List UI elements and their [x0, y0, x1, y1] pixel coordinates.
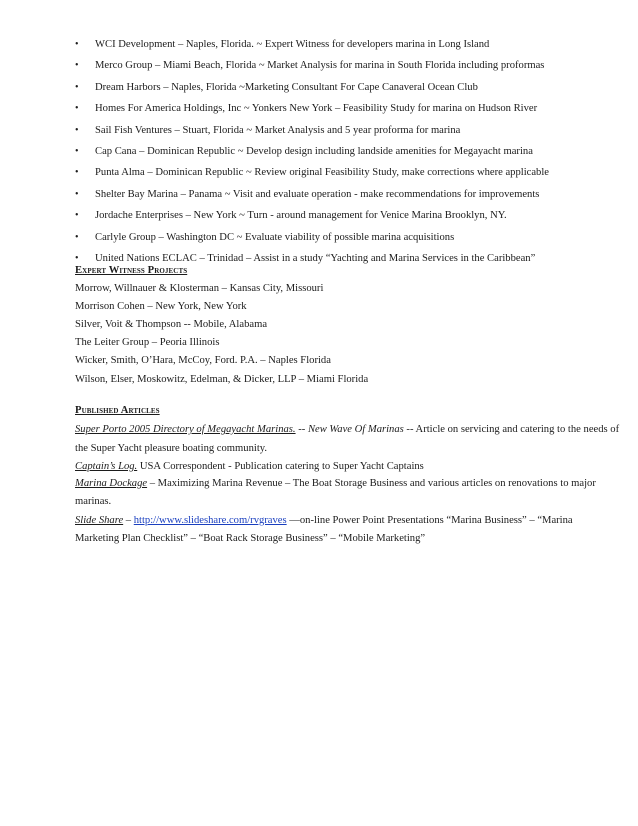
article-marina-dockage-cont: marinas.	[75, 496, 112, 507]
list-item	[75, 209, 595, 230]
list-item	[75, 102, 595, 123]
article-description: —on-line Power Point Presentations “Marina Business” – “Marina	[286, 515, 573, 526]
article-super-porto-cont: the Super Yacht pleasure boating community.	[75, 443, 268, 454]
list-item-text: Shelter Bay Marina – Panama ~ Visit and evaluate operation - make recommendations for improvements	[95, 188, 540, 200]
list-item	[75, 124, 595, 145]
expert-witness-item: Morrow, Willnauer & Klosterman – Kansas City, Missouri	[75, 283, 324, 294]
article-marina-dockage	[75, 477, 596, 491]
list-item	[75, 231, 595, 252]
list-item	[75, 166, 595, 187]
list-item	[75, 145, 595, 166]
bullet-icon: •	[75, 145, 79, 157]
article-publication: Captain’s Log.	[75, 461, 138, 472]
list-item-text: WCI Development – Naples, Florida. ~ Expert Witness for developers marina in Long Island	[95, 39, 490, 50]
bullet-icon: •	[75, 252, 79, 264]
bullet-icon: •	[75, 210, 79, 222]
bullet-icon: •	[75, 124, 79, 136]
article-separator: –	[123, 515, 134, 526]
article-description: – Maximizing Marina Revenue – The Boat Storage Business and various articles on renovations to major	[147, 478, 596, 489]
article-description: -- Article on servicing and catering to the needs of	[403, 424, 620, 435]
bullet-icon: •	[75, 231, 79, 243]
article-captains-log	[75, 460, 565, 474]
bullet-icon: •	[75, 60, 79, 72]
list-item-text: Carlyle Group – Washington DC ~ Evaluate viability of possible marina acquisitions	[95, 231, 455, 243]
article-title: New Wave Of Marinas	[307, 424, 404, 435]
article-separator: --	[295, 424, 308, 435]
article-description: USA Correspondent - Publication catering to Super Yacht Captains	[137, 461, 424, 472]
list-item	[75, 81, 595, 102]
bullet-icon: •	[75, 81, 79, 93]
list-item	[75, 38, 595, 59]
list-item-text: Merco Group – Miami Beach, Florida ~ Market Analysis for marina in South Florida including proformas	[95, 60, 545, 72]
list-item-text: United Nations ECLAC – Trinidad – Assist in a study “Yachting and Marina Services in the Caribbean”	[95, 252, 536, 264]
bullet-icon: •	[75, 103, 79, 115]
list-item-text: Dream Harbors – Naples, Florida ~Marketing Consultant For Cape Canaveral Ocean Club	[95, 81, 478, 93]
list-item-text: Sail Fish Ventures – Stuart, Florida ~ Market Analysis and 5 year proforma for marina	[95, 124, 461, 136]
expert-witness-item: The Leiter Group – Peoria Illinois	[75, 337, 220, 348]
bullet-icon: •	[75, 167, 79, 179]
list-item-text: Homes For America Holdings, Inc ~ Yonkers New York – Feasibility Study for marina on Hudson River	[95, 103, 538, 115]
expert-witness-item: Morrison Cohen – New York, New York	[75, 301, 247, 312]
expert-witness-heading: Expert Witness Projects	[75, 265, 188, 276]
expert-witness-item: Wilson, Elser, Moskowitz, Edelman, & Dicker, LLP – Miami Florida	[75, 374, 369, 385]
article-publication: Slide Share	[75, 515, 124, 526]
list-item	[75, 188, 595, 209]
article-slide-share	[75, 514, 573, 528]
article-super-porto	[75, 423, 620, 437]
expert-witness-item: Wicker, Smith, O’Hara, McCoy, Ford. P.A. – Naples Florida	[75, 355, 331, 366]
published-articles-heading: Published Articles	[75, 405, 160, 416]
article-publication: Marina Dockage	[75, 478, 148, 489]
list-item-text: Jordache Enterprises – New York ~ Turn - around management for Venice Marina Brooklyn, NY.	[95, 210, 507, 222]
bullet-icon: •	[75, 188, 79, 200]
list-item	[75, 59, 595, 80]
slideshare-link[interactable]: http://www.slideshare.com/rvgraves	[133, 515, 287, 526]
list-item-text: Cap Cana – Dominican Republic ~ Develop design including landside amenities for Megayacht marina	[95, 145, 533, 157]
bullet-icon: •	[75, 39, 79, 50]
expert-witness-item: Silver, Voit & Thompson -- Mobile, Alabama	[75, 319, 268, 330]
list-item-text: Punta Alma – Dominican Republic ~ Review original Feasibility Study, make corrections where applicable	[95, 167, 549, 179]
article-publication: Super Porto 2005 Directory of Megayacht Marinas.	[75, 424, 296, 435]
article-slide-share-cont: Marketing Plan Checklist” – “Boat Rack Storage Business” – “Mobile Marketing”	[75, 533, 426, 544]
client-project-list	[75, 38, 595, 273]
